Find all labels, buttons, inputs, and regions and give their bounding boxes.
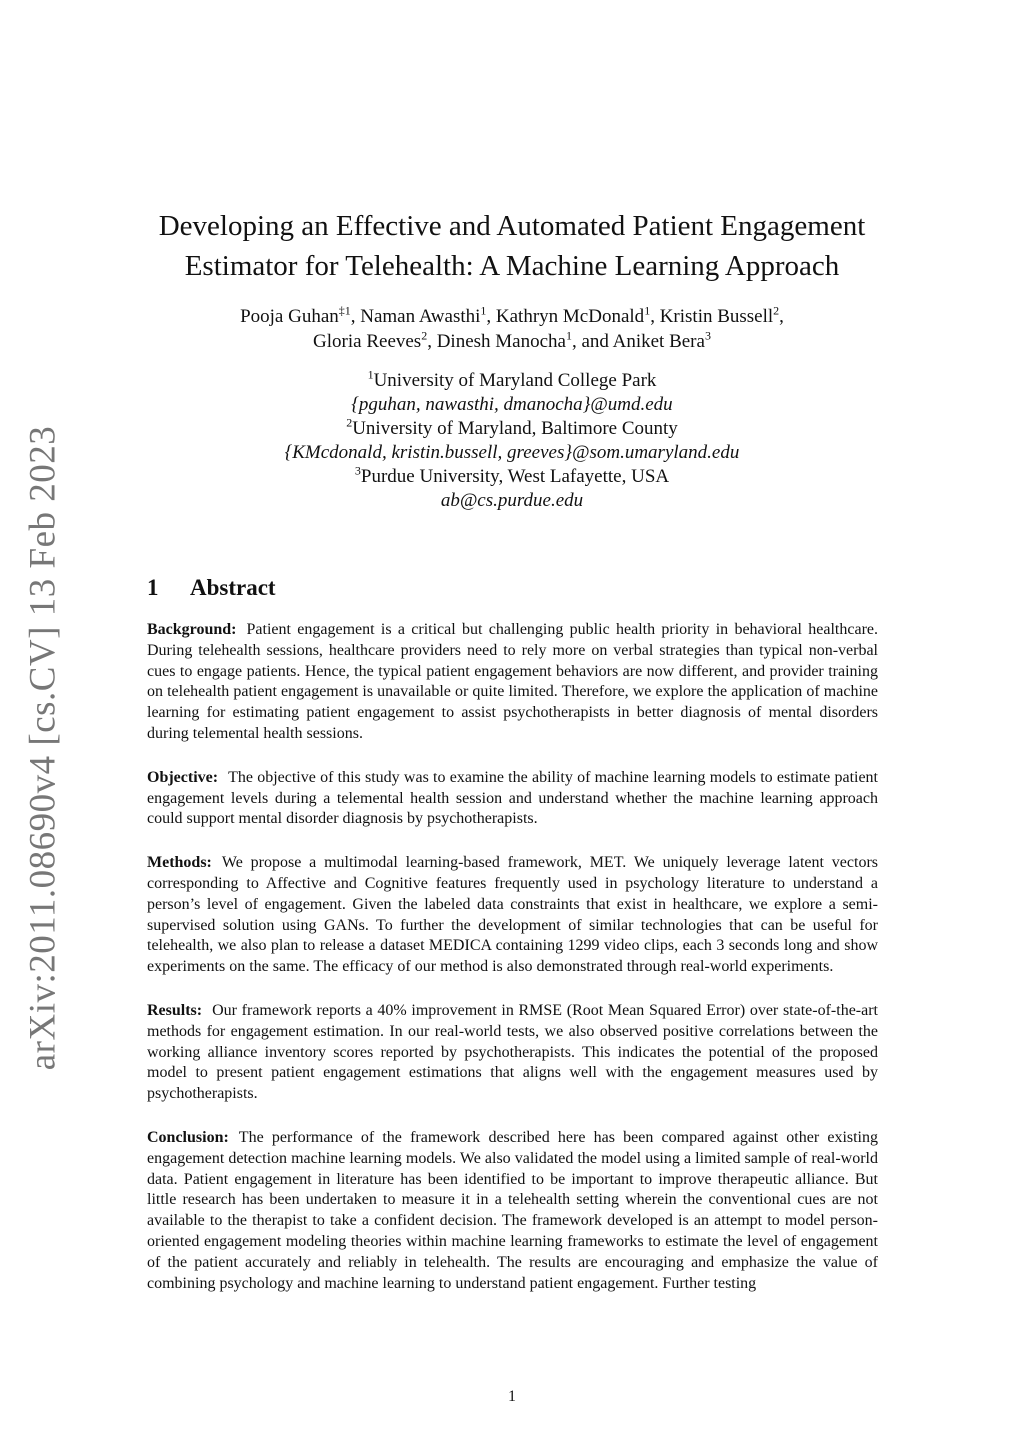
paragraph-text: We propose a multimodal learning-based framework, MET. We uniquely leverage latent vectors corresponding to Affective and Cognitive features frequently used in psychology literature to understand a person’s level of engagement. Given the labeled data constraints that exist in healthcare, we explore a semi-supervised solution using GANs. To further the development of similar technologies that can be useful for telehealth, we also plan to release a dataset MEDICA containing 1299 video clips, each 3 seconds long and show experiments on the same. The efficacy of our method is also demonstrated through real-world experiments. <box>147 854 878 976</box>
affiliation-2 <box>110 417 914 441</box>
affiliation-1 <box>110 369 914 393</box>
paragraph-text: Patient engagement is a critical but challenging public health priority in behavioral healthcare. During telehealth sessions, healthcare providers need to rely more on verbal strategies than typical non-verbal cues to engage patients. Hence, the typical patient engagement behaviors are now different, and provider training on telehealth patient engagement is unavailable or quite limited. Therefore, we explore the application of machine learning for estimating patient engagement to assist psychotherapists in better diagnosis of mental disorders during telemental health sessions. <box>147 621 878 742</box>
abstract-paragraph-results <box>147 1001 878 1105</box>
abstract-paragraph-background <box>147 620 878 745</box>
title-line-1: Developing an Effective and Automated Patient Engagement <box>158 210 866 242</box>
author-name: , Dinesh Manocha <box>427 331 566 352</box>
author-name: Pooja Guhan <box>240 306 339 327</box>
page-number: 1 <box>508 1388 516 1405</box>
author-affil-sup: ‡1 <box>338 303 351 318</box>
affil-sup: 1 <box>367 367 374 382</box>
affil-email-3: ab@cs.purdue.edu <box>440 490 584 511</box>
author-separator: , <box>779 306 784 327</box>
title-line-2: Estimator for Telehealth: A Machine Learning Approach <box>184 250 840 282</box>
paragraph-text: The objective of this study was to examine the ability of machine learning models to estimate patient engagement levels during a telemental health session and understand whether the machine learning approach could support mental disorder diagnosis by psychotherapists. <box>147 768 878 828</box>
email-names: KMcdonald, kristin.bussell, greeves <box>292 442 565 463</box>
arxiv-stamp-text: arXiv:2011.08690v4 [cs.CV] 13 Feb 2023 <box>22 425 64 1071</box>
section-number: 1 <box>147 575 159 600</box>
paragraph-label: Background: <box>147 621 237 638</box>
abstract-body <box>147 620 878 1317</box>
abstract-paragraph-objective <box>147 768 878 830</box>
author-affil-sup: 1 <box>565 328 572 343</box>
affiliation-block <box>110 369 914 513</box>
author-name: , Kathryn McDonald <box>486 306 645 327</box>
affil-sup: 2 <box>346 415 353 430</box>
email-domain: @som.umaryland.edu <box>571 442 740 463</box>
affil-name: Purdue University, West Lafayette, USA <box>360 466 670 487</box>
section-title: Abstract <box>190 575 276 600</box>
email-names: pguhan, nawasthi, dmanocha <box>358 394 583 415</box>
author-affil-sup: 1 <box>480 303 487 318</box>
paragraph-label: Conclusion: <box>147 1128 229 1146</box>
abstract-paragraph-conclusion <box>147 1128 878 1294</box>
author-affil-sup: 2 <box>773 303 780 318</box>
abstract-paragraph-methods <box>147 853 878 978</box>
paper-title <box>110 206 914 286</box>
author-list <box>110 304 914 354</box>
affil-name: University of Maryland, Baltimore County <box>352 418 678 439</box>
author-affil-sup: 3 <box>704 328 711 343</box>
paragraph-text: The performance of the framework described here has been compared against other existing engagement detection machine learning models. We also validated the model using a limited sample of real-world data. Patient engagement in literature has been identified to be important to improve therapeutic alliance. But little research has been undertaken to measure it in a telehealth setting wherein the conventional cues are not available to the therapist to take a confident decision. The framework developed is an attempt to model person-oriented engagement modeling theories within machine learning frameworks to estimate the level of engagement of the patient accurately and reliably in telehealth. The results are encouraging and emphasize the value of combining psychology and machine learning to understand patient engagement. Further testing <box>147 1128 878 1292</box>
paragraph-label: Objective: <box>147 768 219 786</box>
paragraph-label: Results: <box>147 1001 203 1019</box>
affil-email-1: {pguhan, nawasthi, dmanocha}@umd.edu <box>351 394 673 415</box>
author-name: , Kristin Bussell <box>650 306 774 327</box>
paragraph-text: Our framework reports a 40% improvement in RMSE (Root Mean Squared Error) over state-of-the-art methods for engagement estimation. In our real-world tests, we also observed positive correlations between the working alliance inventory scores reported by psychotherapists. This indicates the potential of the proposed model to present patient engagement estimations that aligns well with the engagement measures used by psychotherapists. <box>147 1001 878 1103</box>
paragraph-label: Methods: <box>147 854 212 872</box>
email-domain: @umd.edu <box>590 394 673 415</box>
section-heading <box>147 575 276 601</box>
affiliation-3 <box>110 465 914 489</box>
affil-email-2: {KMcdonald, kristin.bussell, greeves}@som.umaryland.edu <box>284 442 740 463</box>
affil-sup: 3 <box>354 463 361 478</box>
author-affil-sup: 1 <box>644 303 651 318</box>
author-name: Gloria Reeves <box>313 331 422 352</box>
affil-name: University of Maryland College Park <box>373 370 657 391</box>
author-name: , and Aniket Bera <box>571 331 705 352</box>
author-affil-sup: 2 <box>421 328 428 343</box>
author-name: , Naman Awasthi <box>350 306 481 327</box>
